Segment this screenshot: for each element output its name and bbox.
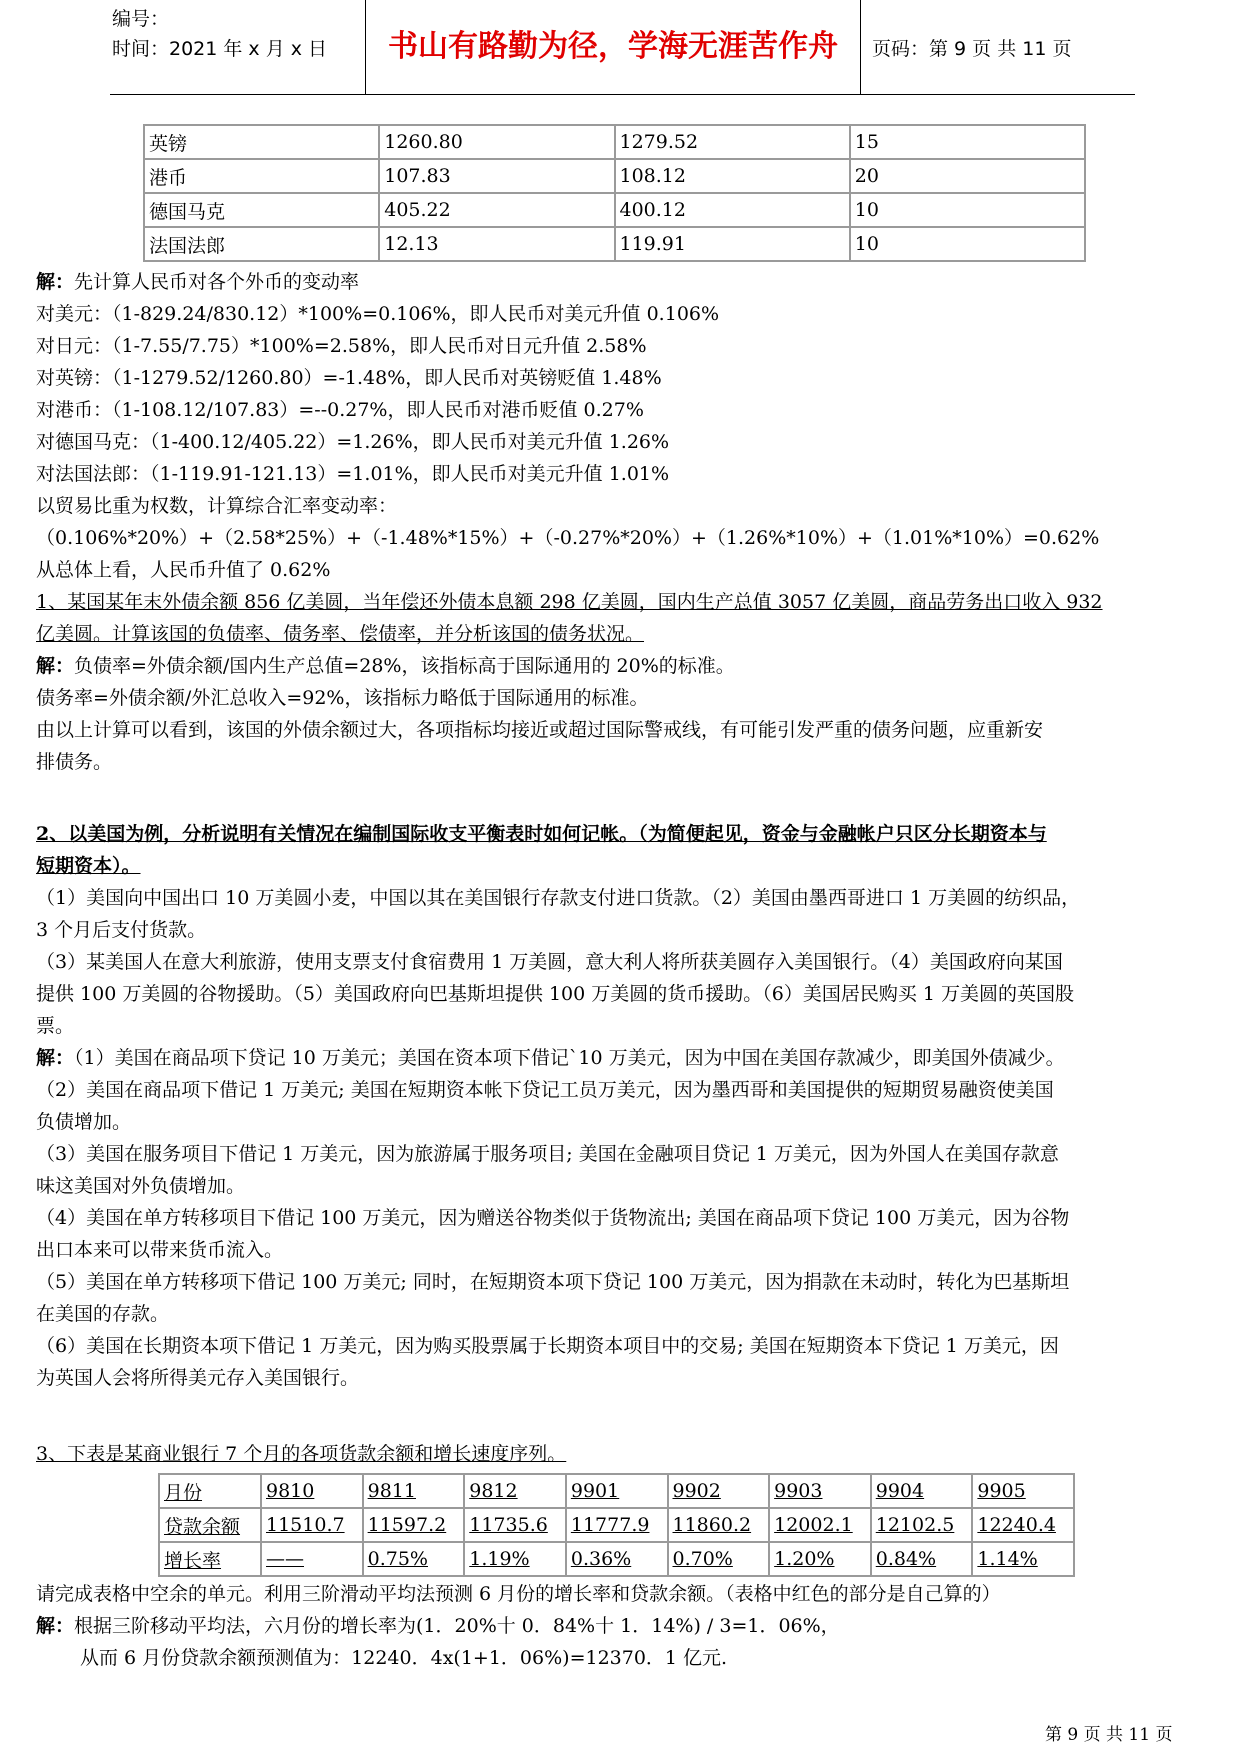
- question-1-cont: 亿美圆。计算该国的负债率、债务率、偿债率，并分析该国的债务状况。: [36, 623, 645, 645]
- table-cell: 0.75%: [363, 1542, 465, 1576]
- table-row: [159, 1542, 1074, 1576]
- table-cell: 12.13: [379, 227, 614, 261]
- q3-instruction: 请完成表格中空余的单元。利用三阶滑动平均法预测 6 月份的增长率和贷款余额。（表格中红色的部分是自己算的）: [36, 1583, 1001, 1605]
- body-text-upper: [36, 266, 1206, 778]
- q2-item: 票。: [36, 1015, 75, 1037]
- table-cell: 11860.2: [668, 1508, 770, 1542]
- table-cell: 11735.6: [464, 1508, 566, 1542]
- table-cell: 0.84%: [871, 1542, 973, 1576]
- q2-solution-line: 味这美国对外负债增加。: [36, 1175, 246, 1197]
- loan-balance-table: [158, 1473, 1075, 1577]
- table-cell: 9812: [464, 1474, 566, 1508]
- table-cell: 法国法郎: [144, 227, 379, 261]
- q2-solution-line: （2）美国在商品项下借记 1 万美元; 美国在短期资本帐下贷记工员万美元，因为墨西哥和美国提供的短期贸易融资使美国: [36, 1079, 1054, 1101]
- question-3-title: [36, 1438, 1206, 1470]
- table-cell: 107.83: [379, 159, 614, 193]
- question-1: 1、某国某年末外债余额 856 亿美圆，当年偿还外债本息额 298 亿美圆，国内生产总值 3057 亿美圆，商品劳务出口收入 932: [36, 591, 1103, 613]
- q2-item: 提供 100 万美圆的谷物援助。（5）美国政府向巴基斯坦提供 100 万美圆的货币援助。（6）美国居民购买 1 万美圆的英国股: [36, 983, 1075, 1005]
- calc-line: 对港币：（1-108.12/107.83）=--0.27%，即人民币对港币贬值 0.27%: [36, 399, 644, 421]
- table-cell: 英镑: [144, 125, 379, 159]
- table-row: [144, 125, 1085, 159]
- solution-text: 负债率=外债余额/国内生产总值=28%，该指标高于国际通用的 20%的标准。: [74, 655, 735, 677]
- table-cell: 9904: [871, 1474, 973, 1508]
- solution-label: 解：: [36, 1047, 75, 1069]
- table-cell: 10: [850, 227, 1085, 261]
- q2-item: 3 个月后支付货款。: [36, 919, 207, 941]
- q2-solution-line: （6）美国在长期资本项下借记 1 万美元，因为购买股票属于长期资本项目中的交易; 美国在短期资本下贷记 1 万美元，因: [36, 1335, 1059, 1357]
- q2-solution-line: 出口本来可以带来货币流入。: [36, 1239, 284, 1261]
- table-cell: 12102.5: [871, 1508, 973, 1542]
- q2-solution-line: 在美国的存款。: [36, 1303, 170, 1325]
- solution-label: 解：: [36, 1615, 75, 1637]
- table-cell: 1260.80: [379, 125, 614, 159]
- table-row: [144, 227, 1085, 261]
- page-footer: 第 9 页 共 11 页: [1045, 1725, 1173, 1745]
- calc-line: 对日元：（1-7.55/7.75）*100%=2.58%，即人民币对日元升值 2.58%: [36, 335, 647, 357]
- header-left-cell: [110, 0, 366, 94]
- row-label: 增长率: [159, 1542, 261, 1576]
- table-cell: 20: [850, 159, 1085, 193]
- calc-line: 对德国马克：（1-400.12/405.22）=1.26%，即人民币对美元升值 1.26%: [36, 431, 670, 453]
- body-text-q2: [36, 818, 1206, 1394]
- question-3: 3、下表是某商业银行 7 个月的各项货款余额和增长速度序列。: [36, 1443, 567, 1465]
- table-cell: 港币: [144, 159, 379, 193]
- table-cell: 9902: [668, 1474, 770, 1508]
- table-cell: 1279.52: [615, 125, 850, 159]
- solution-label: 解：: [36, 655, 75, 677]
- table-cell: 0.36%: [566, 1542, 668, 1576]
- table-cell: 9901: [566, 1474, 668, 1508]
- table-cell: 1.19%: [464, 1542, 566, 1576]
- page-indicator: 页码：第 9 页 共 11 页: [872, 38, 1072, 60]
- table-cell: 德国马克: [144, 193, 379, 227]
- table-row: [144, 193, 1085, 227]
- q2-solution-line: 负债增加。: [36, 1111, 132, 1133]
- q1-solution-line: 债务率=外债余额/外汇总收入=92%，该指标力略低于国际通用的标准。: [36, 687, 649, 709]
- table-cell: 1.20%: [769, 1542, 871, 1576]
- row-label: 月份: [159, 1474, 261, 1508]
- body-text-q3: [36, 1578, 1206, 1674]
- q1-solution-line: 排债务。: [36, 751, 113, 773]
- table-cell: 9811: [363, 1474, 465, 1508]
- number-label: 编号：: [112, 8, 170, 30]
- table-cell: 1.14%: [972, 1542, 1074, 1576]
- calc-line: 从总体上看，人民币升值了 0.62%: [36, 559, 331, 581]
- table-cell: 10: [850, 193, 1085, 227]
- table-cell: 400.12: [615, 193, 850, 227]
- table-cell: 9903: [769, 1474, 871, 1508]
- q1-solution-line: 由以上计算可以看到，该国的外债余额过大，各项指标均接近或超过国际警戒线，有可能引发严重的债务问题，应重新安: [36, 719, 1044, 741]
- table-cell: 12002.1: [769, 1508, 871, 1542]
- q2-solution: [36, 1042, 1206, 1074]
- solution-label: 解：: [36, 271, 75, 293]
- table-cell: 12240.4: [972, 1508, 1074, 1542]
- exchange-rate-table: [143, 124, 1086, 262]
- table-row: [159, 1474, 1074, 1508]
- q3-solution: [36, 1610, 1206, 1642]
- q3-solution-line: 从而 6 月份贷款余额预测值为：12240．4x(1+1．06%)=12370．1 亿元.: [80, 1647, 728, 1669]
- q2-solution-line: 为英国人会将所得美元存入美国银行。: [36, 1367, 360, 1389]
- motto: 书山有路勤为径，学海无涯苦作舟: [366, 0, 861, 94]
- table-cell: ——: [261, 1542, 363, 1576]
- calc-line: 对美元：（1-829.24/830.12）*100%=0.106%，即人民币对美元升值 0.106%: [36, 303, 720, 325]
- time-label: 时间：2021 年 x 月 x 日: [112, 38, 328, 60]
- calc-line: 对法国法郎：（1-119.91-121.13）=1.01%，即人民币对美元升值 1.01%: [36, 463, 670, 485]
- table-row: [159, 1508, 1074, 1542]
- question-2: 2、以美国为例，分析说明有关情况在编制国际收支平衡表时如何记帐。（为简便起见，资金与金融帐户只区分长期资本与: [36, 823, 1047, 845]
- solution-intro: [36, 266, 1206, 298]
- table-cell: 9905: [972, 1474, 1074, 1508]
- solution-text: 根据三阶移动平均法，六月份的增长率为(1．20%十 0．84%十 1．14%) / 3=1．06%，: [74, 1615, 840, 1637]
- table-cell: 405.22: [379, 193, 614, 227]
- calc-line: 对英镑：（1-1279.52/1260.80）=-1.48%，即人民币对英镑贬值 1.48%: [36, 367, 662, 389]
- q1-solution: [36, 650, 1206, 682]
- calc-line: （0.106%*20%）+（2.58*25%）+（-1.48%*15%）+（-0.27%*20%）+（1.26%*10%）+（1.01%*10%）=0.62%: [36, 527, 1100, 549]
- question-2-cont: 短期资本）。: [36, 855, 141, 877]
- q2-solution-line: （5）美国在单方转移项下借记 100 万美元; 同时，在短期资本项下贷记 100 万美元，因为捐款在未动时，转化为巴基斯坦: [36, 1271, 1070, 1293]
- page-header: [110, 0, 1135, 95]
- table-cell: 11777.9: [566, 1508, 668, 1542]
- table-row: [144, 159, 1085, 193]
- table-cell: 11510.7: [261, 1508, 363, 1542]
- q2-solution-line: （4）美国在单方转移项目下借记 100 万美元，因为赠送谷物类似于货物流出; 美国在商品项下贷记 100 万美元，因为谷物: [36, 1207, 1070, 1229]
- table-cell: 119.91: [615, 227, 850, 261]
- table-cell: 11597.2: [363, 1508, 465, 1542]
- q2-item: （1）美国向中国出口 10 万美圆小麦，中国以其在美国银行存款支付进口货款。（2）美国由墨西哥进口 1 万美圆的纺织品，: [36, 887, 1081, 909]
- row-label: 贷款余额: [159, 1508, 261, 1542]
- table-cell: 0.70%: [668, 1542, 770, 1576]
- table-cell: 15: [850, 125, 1085, 159]
- solution-text: 先计算人民币对各个外币的变动率: [74, 271, 360, 293]
- solution-text: （1）美国在商品项下贷记 10 万美元；美国在资本项下借记`10 万美元，因为中国在美国存款减少，即美国外债减少。: [74, 1047, 1065, 1069]
- table-cell: 9810: [261, 1474, 363, 1508]
- q2-solution-line: （3）美国在服务项目下借记 1 万美元，因为旅游属于服务项目; 美国在金融项目贷记 1 万美元，因为外国人在美国存款意: [36, 1143, 1059, 1165]
- calc-line: 以贸易比重为权数，计算综合汇率变动率：: [36, 495, 398, 517]
- q2-item: （3）某美国人在意大利旅游，使用支票支付食宿费用 1 万美圆，意大利人将所获美圆存入美国银行。（4）美国政府向某国: [36, 951, 1063, 973]
- table-cell: 108.12: [615, 159, 850, 193]
